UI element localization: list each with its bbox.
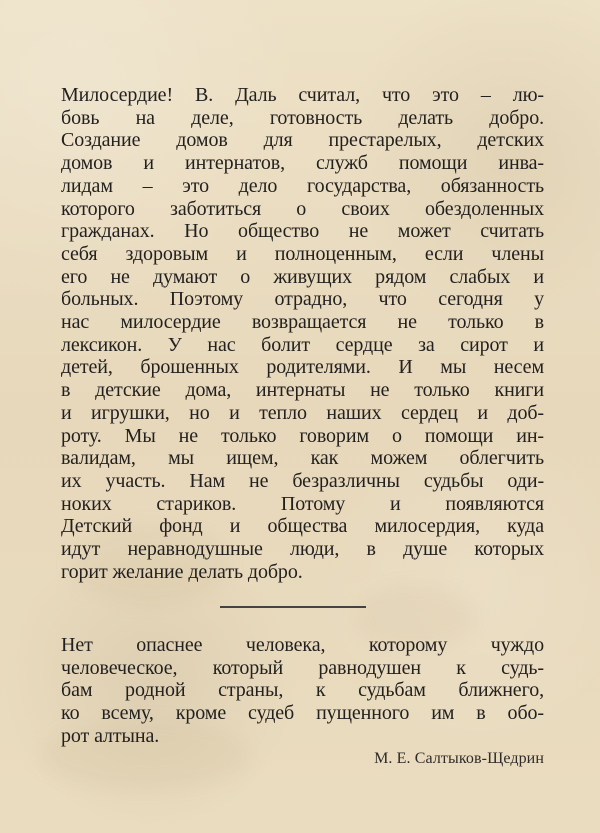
main-line: детей, брошенных родителями. И мы несем [61, 356, 544, 379]
main-line: бовь на деле, готовность делать добро. [61, 106, 544, 129]
main-text-block [61, 84, 544, 583]
quote-line: Нет опаснее человека, которому чуждо [61, 634, 544, 656]
quote-line: бам родной страны, к судьбам ближнего, [61, 679, 544, 702]
main-line: больных. Поэтому отрадно, что сегодня у [61, 288, 544, 311]
main-line: Создание домов для престарелых, детских [61, 129, 544, 152]
main-line: лидам – это дело государства, обязанность [61, 174, 544, 197]
main-line: роту. Мы не только говорим о помощи ин- [61, 424, 544, 447]
quote-line-last: рот алтына. [61, 724, 160, 747]
main-line: их участь. Нам не безразличны судьбы оди- [61, 469, 544, 492]
main-line: в детские дома, интернаты не только книги [61, 379, 544, 402]
main-line: которого заботиться о своих обездоленных [61, 197, 544, 220]
quote-line: ко всему, кроме судеб пущенного им в обо- [61, 702, 544, 725]
main-line: домов и интернатов, служб помощи инва- [61, 152, 544, 175]
main-line: лексикон. У нас болит сердце за сирот и [61, 333, 544, 356]
section-divider [220, 606, 366, 608]
main-line-last: горит желание делать добро. [61, 560, 303, 583]
main-line: нас милосердие возвращается не только в [61, 311, 544, 334]
main-line: валидам, мы ищем, как можем облегчить [61, 447, 544, 470]
quote-text-block [61, 634, 544, 748]
main-line: и игрушки, но и тепло наших сердец и доб- [61, 401, 544, 424]
main-line: себя здоровым и полноценным, если члены [61, 242, 544, 265]
main-line: его не думают о живущих рядом слабых и [61, 265, 544, 288]
main-line: Детский фонд и общества милосердия, куда [61, 515, 544, 538]
quote-author: М. Е. Салтыков-Щедрин [374, 750, 544, 767]
main-line: ноких стариков. Потому и появляются [61, 492, 544, 515]
main-line: гражданах. Но общество не может считать [61, 220, 544, 243]
quote-line: человеческое, который равнодушен к судь- [61, 656, 544, 679]
main-line: Милосердие! В. Даль считал, что это – лю- [61, 84, 544, 106]
main-line: идут неравнодушные люди, в душе которых [61, 538, 544, 561]
